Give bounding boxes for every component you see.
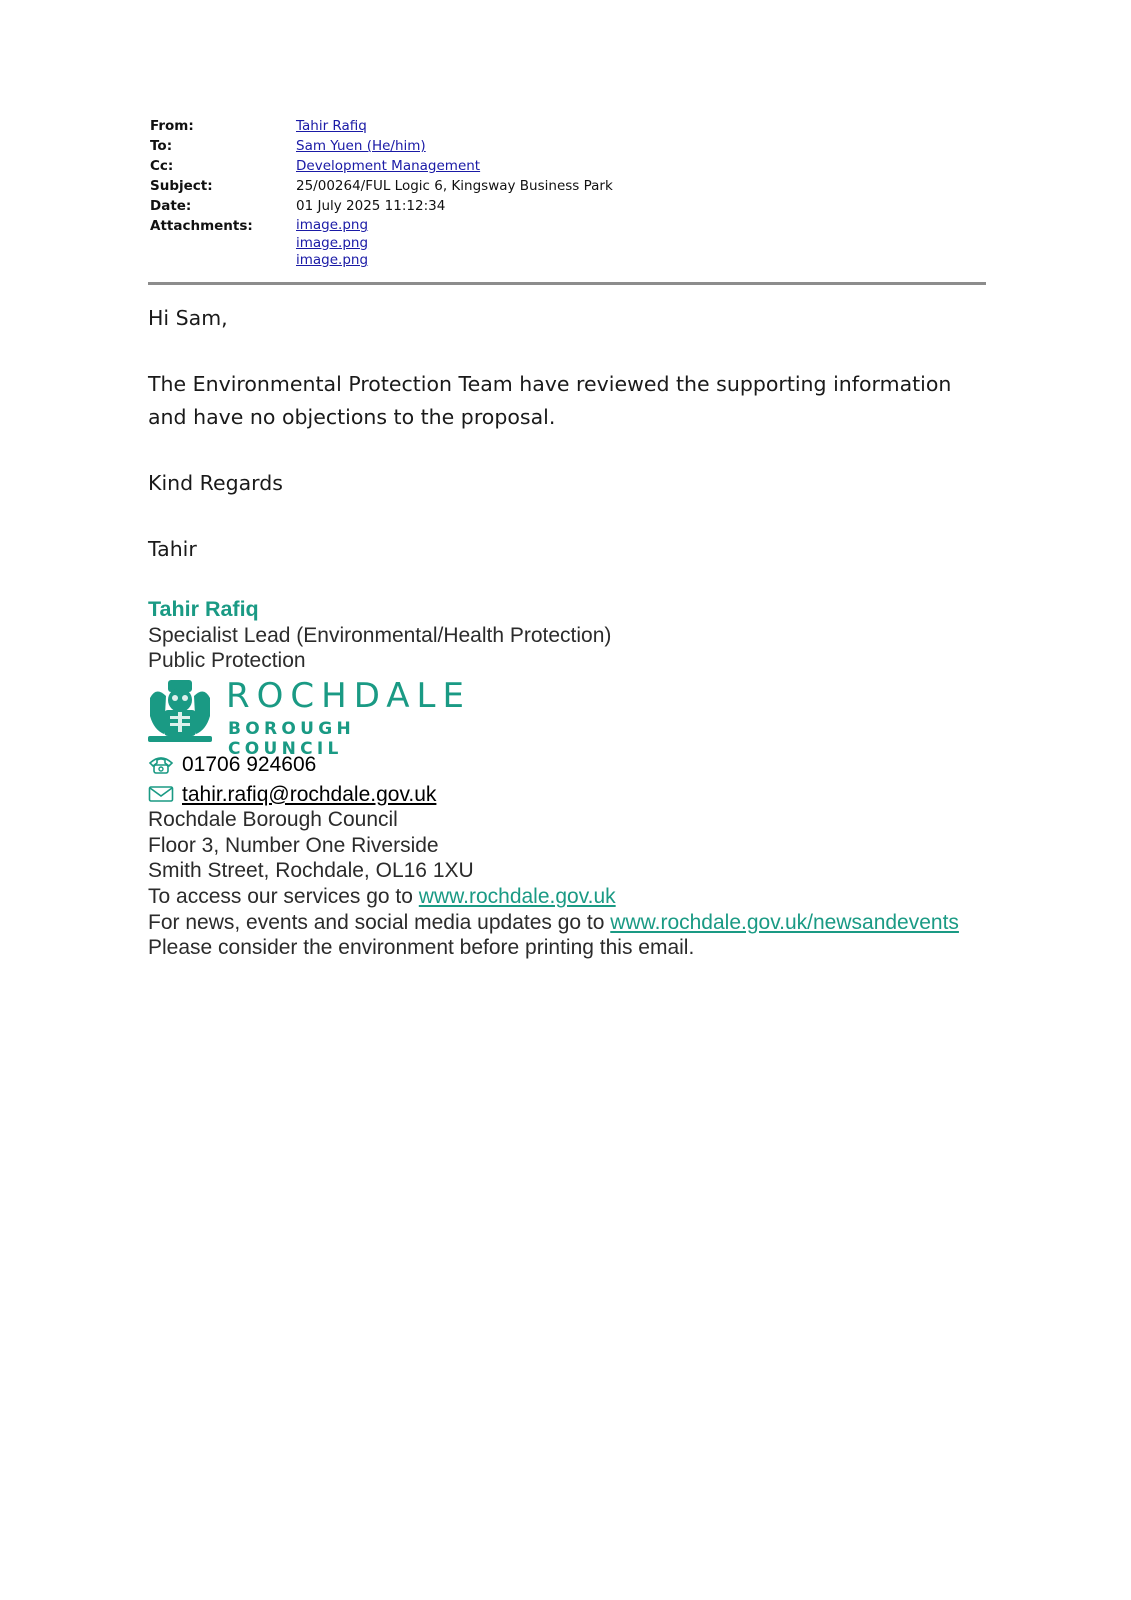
phone-number: 01706 924606 bbox=[182, 753, 317, 776]
date-label: Date: bbox=[150, 198, 192, 214]
phone-icon bbox=[148, 754, 176, 776]
address-org: Rochdale Borough Council bbox=[148, 808, 398, 832]
from-label: From: bbox=[150, 118, 194, 134]
news-line bbox=[148, 910, 959, 936]
greeting: Hi Sam, bbox=[148, 306, 228, 330]
environment-note: Please consider the environment before printing this email. bbox=[148, 936, 695, 960]
email-headers bbox=[150, 116, 613, 270]
phone-line bbox=[148, 752, 959, 778]
news-text: For news, events and social media updates go to bbox=[148, 910, 611, 934]
attachment-link[interactable]: image.png bbox=[296, 252, 369, 268]
cc-label: Cc: bbox=[150, 158, 174, 174]
body-paragraph: The Environmental Protection Team have reviewed the supporting information and have no objections to the proposal. bbox=[148, 372, 952, 429]
header-cc bbox=[150, 156, 613, 176]
header-date bbox=[150, 196, 613, 216]
email-line bbox=[148, 782, 959, 808]
header-subject bbox=[150, 176, 613, 196]
attachment-link[interactable]: image.png bbox=[296, 217, 369, 233]
services-line bbox=[148, 884, 959, 910]
rochdale-logo bbox=[148, 676, 478, 759]
subject-value: 25/00264/FUL Logic 6, Kingsway Business Park bbox=[296, 178, 613, 194]
news-link[interactable]: www.rochdale.gov.uk/newsandevents bbox=[610, 910, 959, 934]
attachments-list bbox=[296, 216, 368, 270]
header-attachments bbox=[150, 216, 613, 270]
attachments-label: Attachments: bbox=[150, 218, 253, 234]
attachment-link[interactable]: image.png bbox=[296, 234, 369, 251]
subject-label: Subject: bbox=[150, 178, 213, 194]
signature-title: Specialist Lead (Environmental/Health Protection) bbox=[148, 623, 612, 647]
to-label: To: bbox=[150, 138, 173, 154]
header-to bbox=[150, 136, 613, 156]
logo-title: ROCHDALE bbox=[226, 676, 471, 716]
signature-department: Public Protection bbox=[148, 649, 306, 673]
envelope-icon bbox=[148, 783, 176, 805]
contact-block bbox=[148, 752, 959, 961]
services-link[interactable]: www.rochdale.gov.uk bbox=[418, 884, 616, 908]
header-from bbox=[150, 116, 613, 136]
signature-block bbox=[148, 597, 611, 674]
logo-subtitle: BOROUGH COUNCIL bbox=[228, 719, 356, 759]
email-link[interactable]: tahir.rafiq@rochdale.gov.uk bbox=[182, 782, 437, 806]
cc-link[interactable]: Development Management bbox=[296, 158, 481, 174]
to-link[interactable]: Sam Yuen (He/him) bbox=[296, 138, 426, 154]
header-divider bbox=[148, 282, 986, 285]
from-link[interactable]: Tahir Rafiq bbox=[296, 118, 367, 134]
services-text: To access our services go to bbox=[148, 884, 419, 908]
sign-off: Tahir bbox=[148, 537, 197, 561]
address-line-2: Smith Street, Rochdale, OL16 1XU bbox=[148, 859, 474, 883]
date-value: 01 July 2025 11:12:34 bbox=[296, 198, 446, 214]
signature-name: Tahir Rafiq bbox=[148, 597, 259, 621]
address-line-1: Floor 3, Number One Riverside bbox=[148, 833, 439, 857]
closing: Kind Regards bbox=[148, 471, 283, 495]
